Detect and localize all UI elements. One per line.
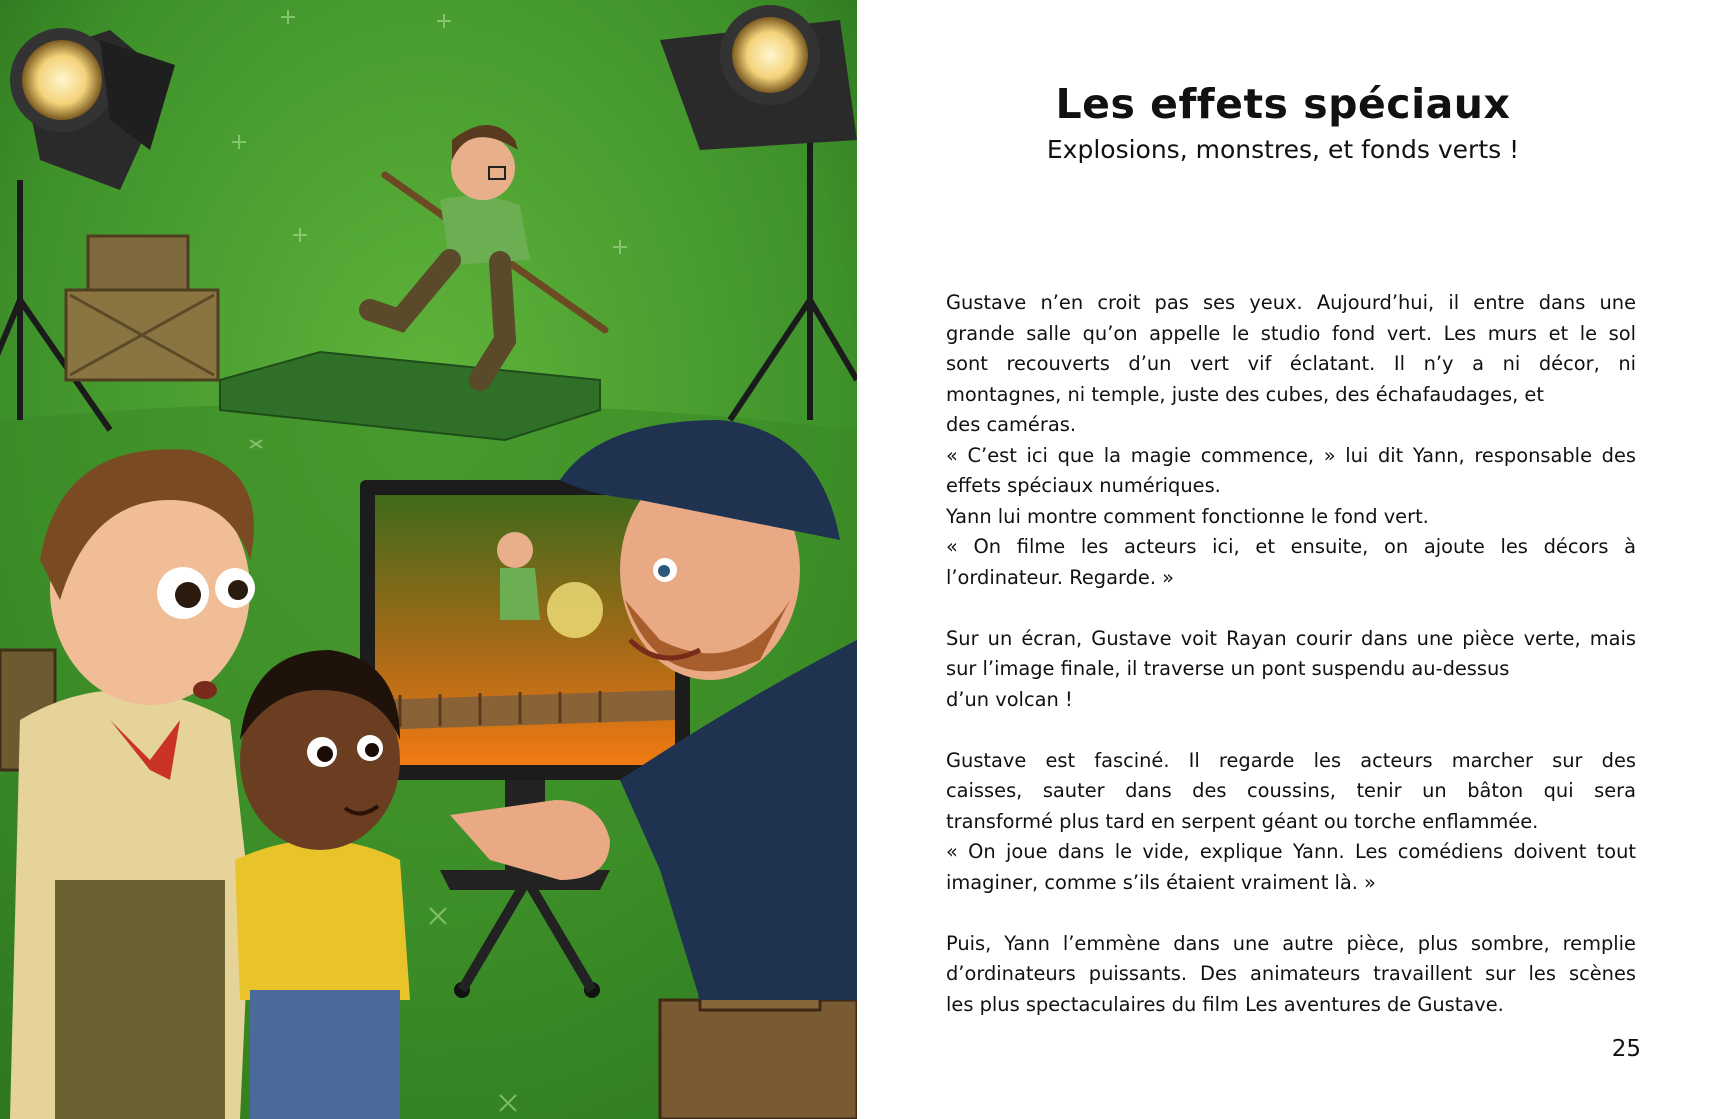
story-line: « C’est ici que la magie commence, » lui dit Yann, responsable des [946,443,1636,467]
story-line: des caméras. [946,413,1076,436]
story-line: caisses, sauter dans des coussins, tenir un bâton qui sera [946,779,1636,802]
story-line: transformé plus tard en serpent géant ou torche enflammée. [946,809,1539,833]
story-text [946,288,1636,1051]
story-line: « On filme les acteurs ici, et ensuite, on ajoute les décors à [946,535,1636,558]
text-page [857,0,1709,1119]
story-line: sont recouverts d’un vert vif éclatant. Il n’y a ni décor, ni [946,352,1636,375]
story-line: montagnes, ni temple, juste des cubes, des échafaudages, et [946,382,1544,406]
story-line: sur l’image finale, il traverse un pont suspendu au-dessus [946,657,1510,680]
story-line: « On joue dans le vide, explique Yann. Les comédiens doivent tout [946,840,1636,863]
story-line: l’ordinateur. Regarde. » [946,565,1175,589]
boy-in-yellow-shirt [235,650,410,1119]
page-title: Les effets spéciaux [1055,80,1511,128]
story-line: effets spéciaux numériques. [946,474,1221,497]
story-paragraph [946,288,1636,593]
story-line: imaginer, comme s’ils étaient vraiment là. » [946,870,1376,894]
story-line: grande salle qu’on appelle le studio fond vert. Les murs et le sol [946,321,1636,345]
story-line: d’un volcan ! [946,687,1073,711]
story-paragraph [946,746,1636,899]
gustave-character [10,449,255,1119]
story-line: Gustave est fasciné. Il regarde les acteurs marcher sur des [946,748,1636,772]
story-line: Yann lui montre comment fonctionne le fond vert. [946,504,1429,528]
story-line: d’ordinateurs puissants. Des animateurs travaillent sur les scènes [946,962,1636,985]
page-subtitle: Explosions, monstres, et fonds verts ! [1046,135,1520,164]
story-paragraph [946,624,1636,716]
story-line: les plus spectaculaires du film Les aventures de Gustave. [946,992,1504,1016]
page-number: 25 [1611,1036,1641,1062]
story-line: Puis, Yann l’emmène dans une autre pièce, plus sombre, remplie [946,931,1636,955]
story-paragraph [946,929,1636,1021]
story-line: Sur un écran, Gustave voit Rayan courir dans une pièce verte, mais [946,626,1636,650]
story-line: Gustave n’en croit pas ses yeux. Aujourd’hui, il entre dans une [946,291,1636,314]
